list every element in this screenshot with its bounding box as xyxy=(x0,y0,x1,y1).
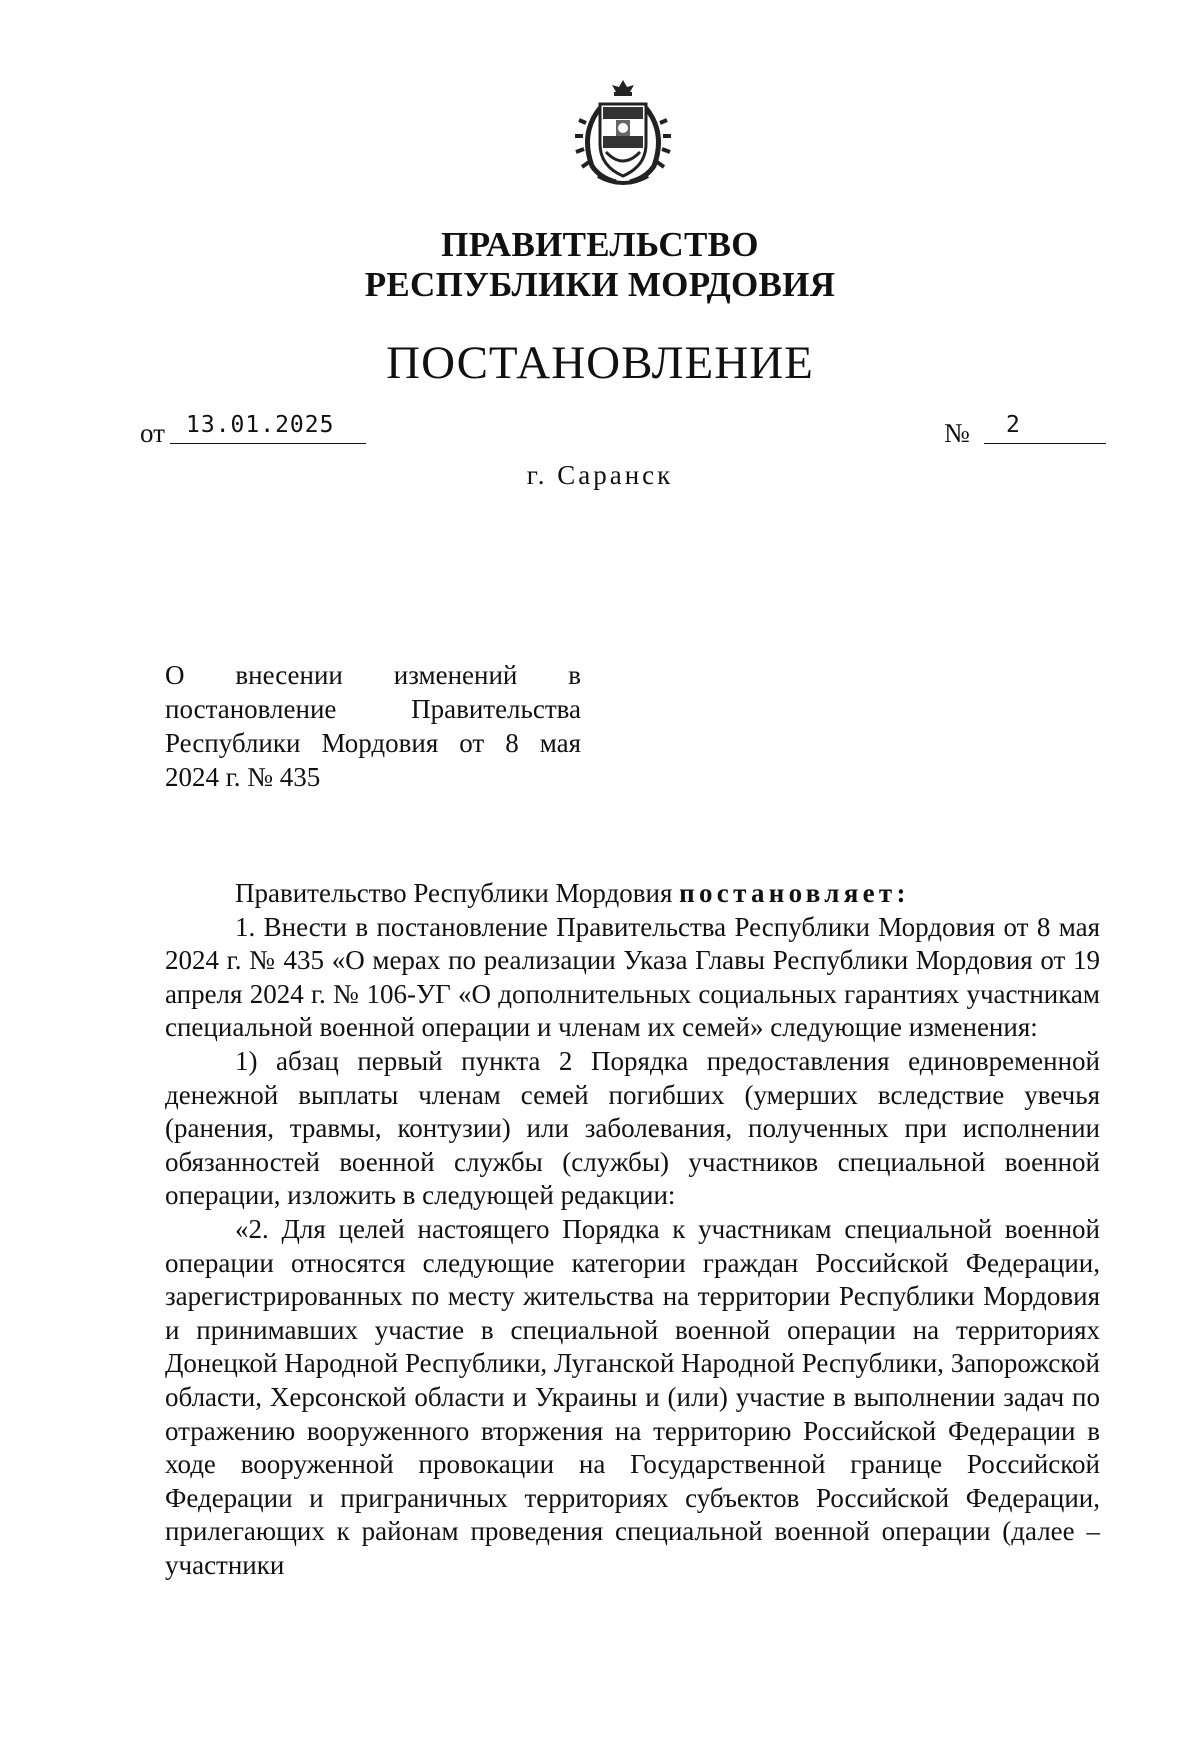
subject-line: 2024 г. № 435 xyxy=(165,762,321,792)
number-value: 2 xyxy=(984,408,1106,444)
document-type-title: ПОСТАНОВЛЕНИЕ xyxy=(386,337,814,389)
item-1-paragraph: 1. Внести в постановление Правительства Республики Мордовия от 8 мая 2024 г. № 435 «О мерах по реализации Указа Главы Республики Мордовия от 19 апреля 2024 г. № 106-УГ «О дополнительных социальных гарантиях участникам специальной военной операции и членам их семей» следующие изменения: xyxy=(165,911,1100,1043)
document-body xyxy=(165,877,1100,1582)
subject-line: Республики Мордовия от 8 мая xyxy=(165,728,581,758)
organization-name-line-1: ПРАВИТЕЛЬСТВО xyxy=(441,225,759,264)
coat-of-arms-mordovia-icon xyxy=(570,78,676,188)
item-1-subitem-1-paragraph: 1) абзац первый пункта 2 Порядка предоставления единовременной денежной выплаты членам семей погибших (умерших вследствие увечья (ранения, травмы, контузии) или заболевания, полученных при исполнении обязанностей военной службы (службы) участников специальной военной операции, изложить в следующей редакции: xyxy=(165,1045,1100,1211)
decree-word: постановляет: xyxy=(679,878,910,908)
subject-line: О внесении изменений в xyxy=(165,660,581,690)
date-value: 13.01.2025 xyxy=(170,408,366,444)
intro-paragraph xyxy=(165,877,1100,911)
intro-text: Правительство Республики Мордовия xyxy=(235,878,680,908)
city-line: г. Саранск xyxy=(526,460,674,490)
subject-line: постановление Правительства xyxy=(165,694,581,724)
number-prefix: № xyxy=(944,418,970,448)
date-prefix: от xyxy=(140,418,165,448)
document-subject xyxy=(165,658,581,794)
quoted-paragraph: «2. Для целей настоящего Порядка к участникам специальной военной операции относятся следующие категории граждан Российской Федерации, зарегистрированных по месту жительства на территории Республики Мордовия и принимавших участие в специальной военной операции на территориях Донецкой Народной Республики, Луганской Народной Республики, Запорожской области, Херсонской области и Украины и (или) участие в выполнении задач по отражению вооруженного вторжения на территорию Российской Федерации в ходе вооруженной провокации на Государственной границе Российской Федерации и приграничных территориях субъектов Российской Федерации, прилегающих к районам проведения специальной военной операции (далее – участники xyxy=(165,1213,1100,1580)
organization-name-line-2: РЕСПУБЛИКИ МОРДОВИЯ xyxy=(364,265,836,304)
